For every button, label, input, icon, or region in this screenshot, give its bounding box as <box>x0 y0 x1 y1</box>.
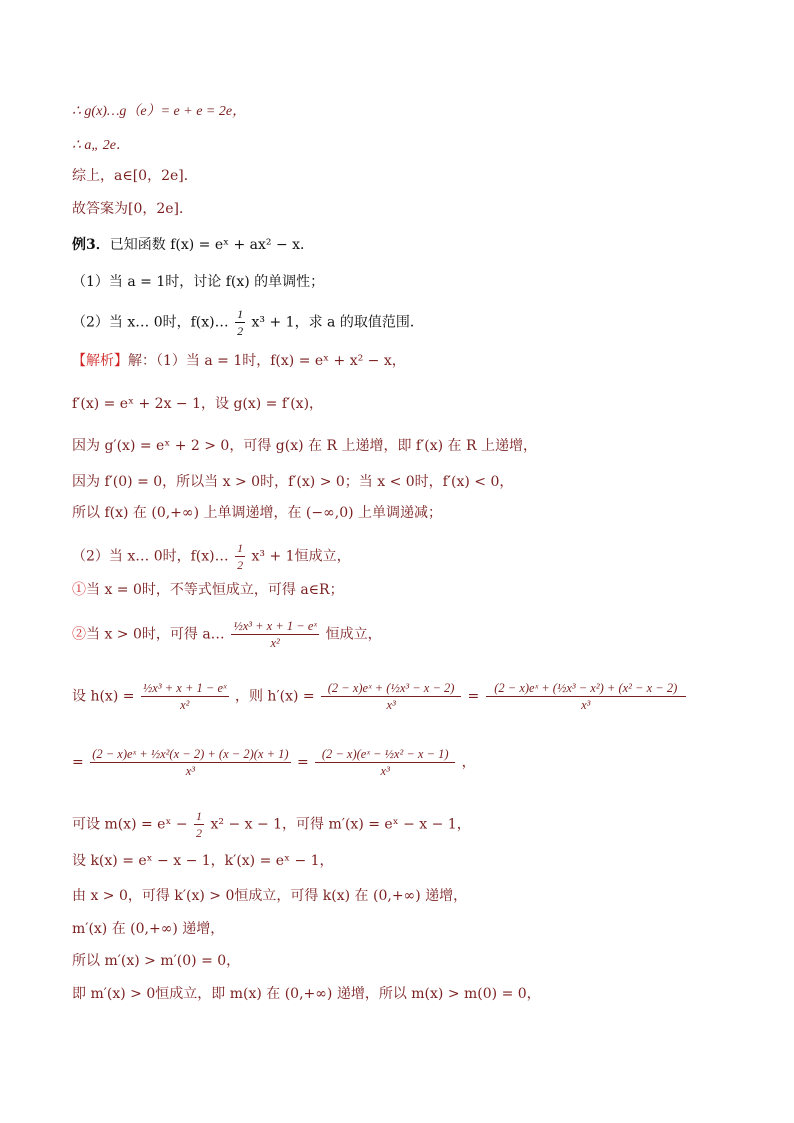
fraction-hp2: $\frac{\text{(2 − x)eˣ + (½x³ − x²) + (x² − x − 2)}}{\text{x³}}$ <box>486 680 686 713</box>
comma: ， <box>461 754 476 771</box>
k-definition: 设 k(x) = eˣ − x − 1，k′(x) = eˣ − 1， <box>72 853 334 869</box>
circle-2: ② <box>72 626 86 643</box>
case-2-text-a: 当 x > 0时，可得 a… <box>86 626 225 643</box>
fraction-a-bound: $\frac{\text{½x³ + x + 1 − eˣ}}{\text{x²}}$ <box>231 618 319 651</box>
fraction-hp4: $\frac{\text{(2 − x)(eˣ − ½x² − x − 1)}}{\text{x³}}$ <box>315 746 455 779</box>
m-prime-monotone: m′(x) 在 (0,+∞) 递增， <box>72 921 225 937</box>
h-mid: ，则 h′(x) = <box>234 688 315 705</box>
h-prefix: 设 h(x) = <box>72 688 135 705</box>
p2-text-b: x³ + 1恒成立， <box>251 548 351 565</box>
case-1-text: 当 x = 0时，不等式恒成立，可得 a∈R； <box>86 582 344 598</box>
example-statement <box>72 236 314 254</box>
circle-1: ① <box>72 582 86 598</box>
q2-text-a: （2）当 x… 0时，f(x)… <box>72 314 229 331</box>
line-g-value: ∴ g(x)…g（e）= e + e = 2e， <box>72 104 247 119</box>
fraction-h: $\frac{\text{½x³ + x + 1 − eˣ}}{\text{x²}}$ <box>142 681 227 712</box>
question-2 <box>72 306 424 339</box>
derivation-3: 因为 f′(0) = 0，所以当 x > 0时，f′(x) > 0；当 x < 0时，f′(x) < 0， <box>72 474 514 490</box>
case-1 <box>72 581 344 599</box>
part2-line <box>72 540 351 573</box>
m-text-a: 可设 m(x) = eˣ − <box>72 816 188 833</box>
k-monotone: 由 x > 0，可得 k′(x) > 0恒成立，可得 k(x) 在 (0,+∞) 递增， <box>72 888 468 904</box>
h-definition <box>72 680 688 713</box>
fraction-half-2: $\frac{1}{2}$ <box>237 541 244 572</box>
equals-sign: = <box>72 754 84 771</box>
derivation-2: 因为 g′(x) = eˣ + 2 > 0，可得 g(x) 在 R 上递增，即 f′(x) 在 R 上递增， <box>72 438 537 454</box>
equals-sign: = <box>467 688 480 705</box>
m-text-b: x² − x − 1，可得 m′(x) = eˣ − x − 1， <box>210 816 471 833</box>
solution-tag: 【解析】 <box>72 353 128 369</box>
line-conclusion: 综上，a∈[0，2e]． <box>72 168 198 184</box>
m-definition <box>72 808 471 841</box>
line-a-bound: ∴ a„ 2e． <box>72 138 130 153</box>
p2-text-a: （2）当 x… 0时，f(x)… <box>72 548 229 565</box>
fraction-half: $\frac{1}{2}$ <box>237 307 244 338</box>
fraction-hp1: $\frac{\text{(2 − x)eˣ + (½x³ − x − 2)}}{\text{x³}}$ <box>321 680 461 713</box>
fraction-hp3: $\frac{\text{(2 − x)eˣ + ½x²(x − 2) + (x − 2)(x + 1)}}{\text{x³}}$ <box>92 747 289 778</box>
derivation-1: f′(x) = eˣ + 2x − 1，设 g(x) = f′(x)， <box>72 396 324 412</box>
example-label: 例3． <box>72 237 110 253</box>
m-prime-positive: 所以 m′(x) > m′(0) = 0， <box>72 953 241 969</box>
m-positive: 即 m′(x) > 0恒成立，即 m(x) 在 (0,+∞) 递增，所以 m(x) > m(0) = 0， <box>72 986 541 1002</box>
h-derivative-cont <box>72 746 476 779</box>
case-2 <box>72 618 382 651</box>
fraction-half-3: $\frac{1}{2}$ <box>196 809 203 840</box>
line-answer: 故答案为[0，2e]． <box>72 201 194 217</box>
solution-head-text: 解：（1）当 a = 1时，f(x) = eˣ + x² − x， <box>128 353 406 369</box>
case-2-text-b: 恒成立， <box>325 626 382 643</box>
example-text: 已知函数 f(x) = eˣ + ax² − x． <box>109 237 315 253</box>
equals-sign: = <box>297 754 309 771</box>
question-1: （1）当 a = 1时，讨论 f(x) 的单调性； <box>72 274 325 290</box>
solution-header <box>72 352 406 370</box>
q2-text-b: x³ + 1，求 a 的取值范围． <box>251 314 424 331</box>
derivation-4: 所以 f(x) 在 (0,+∞) 上单调递增，在 (−∞,0) 上单调递减； <box>72 505 443 521</box>
